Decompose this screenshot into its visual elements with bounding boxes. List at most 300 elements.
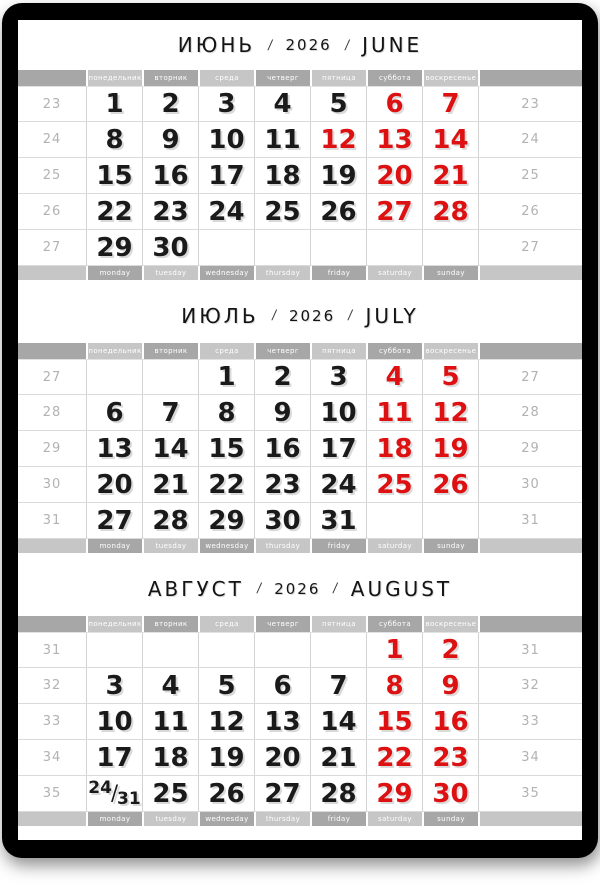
day-number: 16	[264, 433, 301, 464]
day-number: 8	[217, 397, 236, 428]
day-number: 15	[208, 433, 245, 464]
day-number: 7	[441, 89, 460, 119]
week-number-right: 31	[521, 642, 540, 658]
day-number: 2	[273, 362, 292, 392]
day-number: 13	[96, 433, 133, 464]
week-number-right: 34	[521, 750, 540, 765]
weekday-header-en	[18, 266, 582, 280]
day-number: 1	[217, 362, 236, 392]
month-title-july	[18, 280, 582, 343]
day-cell	[310, 704, 366, 739]
day-number: 7	[161, 397, 180, 428]
weekday-label-en: monday	[86, 266, 142, 280]
day-cell	[422, 230, 478, 265]
day-cell	[142, 740, 198, 775]
weekday-label-en: saturday	[366, 266, 422, 280]
day-cell	[422, 360, 478, 394]
day-number: 27	[376, 196, 413, 227]
day-cell	[142, 87, 198, 121]
day-number: 18	[376, 433, 413, 464]
weeknum-header-right	[478, 616, 582, 632]
week-number-right: 24	[521, 132, 540, 147]
week-number-right-cell	[478, 194, 582, 229]
week-row	[18, 86, 582, 122]
day-cell	[366, 467, 422, 502]
day-number: 15	[96, 160, 133, 191]
calendar-body	[18, 20, 582, 840]
day-number: 20	[264, 742, 301, 773]
day-cell	[254, 503, 310, 538]
weeknum-header-left	[18, 616, 86, 632]
day-cell	[254, 633, 310, 667]
calendar-card	[2, 3, 598, 858]
day-cell	[198, 467, 254, 502]
day-cell	[142, 230, 198, 265]
week-number-left: 35	[42, 786, 62, 801]
day-cell	[86, 740, 142, 775]
weekday-label-en: thursday	[254, 539, 310, 553]
day-cell	[198, 431, 254, 466]
week-number-right-cell	[478, 467, 582, 502]
week-number-right-cell	[478, 395, 582, 430]
weekday-label-en: thursday	[254, 266, 310, 280]
week-number-right-cell	[478, 740, 582, 775]
weekday-label-ru: четверг	[254, 343, 310, 359]
day-cell	[254, 740, 310, 775]
day-number: 13	[264, 706, 301, 737]
weekday-label-ru: пятница	[310, 70, 366, 86]
week-number-right-cell	[478, 87, 582, 121]
weekday-label-ru: пятница	[310, 343, 366, 359]
week-number-right-cell	[478, 633, 582, 667]
day-number: 19	[432, 433, 469, 464]
weekday-label-ru: среда	[198, 343, 254, 359]
weekday-label-ru: суббота	[366, 343, 422, 359]
day-cell	[366, 503, 422, 538]
day-cell	[254, 395, 310, 430]
day-cell	[198, 122, 254, 157]
week-row	[18, 467, 582, 503]
day-number: 26	[208, 778, 245, 809]
weekday-label-en: sunday	[422, 266, 478, 280]
month-name-en: AUGUST	[350, 576, 453, 601]
day-cell	[198, 87, 254, 121]
split-day-slash: /	[110, 781, 119, 805]
month-year: 2026	[274, 579, 321, 598]
day-cell	[366, 668, 422, 703]
weekday-label-en: friday	[310, 266, 366, 280]
week-number-right: 32	[521, 678, 540, 693]
week-number-right: 27	[521, 240, 540, 255]
day-number: 4	[273, 89, 292, 119]
week-number-right: 25	[521, 168, 540, 183]
title-slash: /	[267, 37, 274, 53]
week-number-right-cell	[478, 503, 582, 538]
weekday-label-en: sunday	[422, 812, 478, 826]
day-cell	[86, 360, 142, 394]
month-year: 2026	[288, 306, 336, 325]
day-number: 31	[320, 505, 357, 536]
week-number-right: 31	[521, 513, 540, 528]
day-cell	[86, 467, 142, 502]
day-cell	[254, 668, 310, 703]
day-number: 23	[264, 469, 301, 500]
day-number: 17	[208, 160, 245, 191]
week-number-right: 35	[521, 786, 540, 801]
day-cell	[254, 158, 310, 193]
weeknum-header-right	[478, 70, 582, 86]
day-number: 30	[432, 778, 469, 809]
week-number-right: 28	[521, 405, 540, 420]
day-cell	[198, 668, 254, 703]
day-number: 25	[152, 778, 189, 809]
weekday-header-ru	[18, 343, 582, 359]
weeknum-footer-left	[18, 812, 86, 826]
month-block-june	[18, 20, 582, 280]
weekday-label-ru: четверг	[254, 70, 310, 86]
day-cell	[422, 704, 478, 739]
day-cell	[310, 776, 366, 811]
day-number: 18	[152, 742, 189, 773]
day-number: 14	[432, 124, 469, 155]
weekday-label-ru: понедельник	[86, 343, 142, 359]
day-cell	[366, 395, 422, 430]
week-number-right-cell	[478, 668, 582, 703]
day-number: 7	[329, 670, 348, 701]
week-number-left: 27	[42, 240, 62, 255]
day-number: 1	[385, 635, 404, 665]
day-number: 28	[432, 196, 469, 227]
day-cell	[198, 740, 254, 775]
week-row	[18, 704, 582, 740]
day-number: 19	[208, 742, 245, 773]
day-cell	[310, 740, 366, 775]
weekday-label-ru: воскресенье	[422, 616, 478, 632]
weekday-label-ru: среда	[198, 70, 254, 86]
week-row	[18, 194, 582, 230]
day-number: 21	[432, 160, 469, 191]
day-cell	[422, 668, 478, 703]
weeknum-header-left	[18, 70, 86, 86]
week-number-left: 28	[42, 405, 62, 420]
day-cell	[366, 230, 422, 265]
weekday-label-ru: суббота	[366, 616, 422, 632]
weekday-label-en: tuesday	[142, 539, 198, 553]
day-cell	[86, 122, 142, 157]
day-number: 24	[320, 469, 357, 500]
day-number: 13	[376, 124, 413, 155]
day-cell	[86, 776, 142, 811]
day-cell	[198, 704, 254, 739]
weekday-label-ru: воскресенье	[422, 70, 478, 86]
week-number-left: 30	[42, 477, 62, 492]
day-cell	[366, 633, 422, 667]
week-number-right: 26	[521, 204, 540, 219]
day-cell	[142, 503, 198, 538]
month-name-en: JUNE	[362, 33, 423, 57]
day-cell	[86, 158, 142, 193]
day-number: 24	[208, 196, 245, 227]
weekday-label-en: tuesday	[142, 266, 198, 280]
day-cell	[142, 668, 198, 703]
week-number-right-cell	[478, 704, 582, 739]
day-number: 9	[273, 397, 292, 428]
day-number: 29	[208, 505, 245, 536]
day-number: 30	[152, 232, 189, 263]
week-row	[18, 668, 582, 704]
weeknum-header-right	[478, 343, 582, 359]
day-cell	[310, 467, 366, 502]
day-cell	[310, 633, 366, 667]
day-number: 9	[441, 670, 460, 701]
week-row	[18, 431, 582, 467]
week-number-right-cell	[478, 776, 582, 811]
day-number: 14	[152, 433, 189, 464]
day-number: 10	[208, 124, 245, 155]
week-number-left: 29	[42, 441, 62, 456]
weeknum-footer-right	[478, 539, 582, 553]
day-cell	[366, 776, 422, 811]
title-slash: /	[343, 37, 351, 53]
weekday-header-en	[18, 812, 582, 826]
month-block-august	[18, 553, 582, 826]
day-number: 23	[432, 742, 469, 773]
day-cell	[198, 503, 254, 538]
week-row	[18, 359, 582, 395]
week-row	[18, 503, 582, 539]
day-number: 5	[441, 362, 460, 392]
day-cell	[142, 122, 198, 157]
weekday-label-en: saturday	[366, 539, 422, 553]
weekday-label-ru: пятница	[310, 616, 366, 632]
day-cell	[142, 633, 198, 667]
day-cell	[366, 194, 422, 229]
day-cell	[142, 194, 198, 229]
day-number: 2	[161, 89, 180, 119]
day-cell	[310, 503, 366, 538]
week-number-right-cell	[478, 122, 582, 157]
day-cell	[86, 633, 142, 667]
split-day-number	[88, 778, 141, 809]
day-cell	[366, 431, 422, 466]
weekday-label-ru: суббота	[366, 70, 422, 86]
week-number-left: 32	[42, 678, 62, 693]
weekday-label-en: wednesday	[198, 812, 254, 826]
day-number: 12	[320, 124, 357, 155]
day-cell	[310, 431, 366, 466]
day-cell	[86, 87, 142, 121]
day-number: 25	[376, 469, 413, 500]
day-number: 19	[320, 160, 357, 191]
day-cell	[142, 395, 198, 430]
day-cell	[142, 360, 198, 394]
weekday-label-en: wednesday	[198, 539, 254, 553]
month-name-ru: АВГУСТ	[147, 576, 244, 601]
week-number-right: 33	[521, 714, 540, 729]
weekday-label-ru: вторник	[142, 616, 198, 632]
day-number: 22	[96, 196, 133, 227]
week-row	[18, 158, 582, 194]
day-number: 17	[96, 742, 133, 773]
day-cell	[310, 668, 366, 703]
day-number: 1	[105, 89, 124, 119]
day-cell	[254, 194, 310, 229]
weekday-label-en: monday	[86, 812, 142, 826]
weekday-label-en: tuesday	[142, 812, 198, 826]
weekday-label-ru: вторник	[142, 70, 198, 86]
week-row	[18, 122, 582, 158]
day-cell	[198, 230, 254, 265]
day-cell	[86, 431, 142, 466]
title-slash: /	[270, 308, 277, 323]
day-number: 21	[152, 469, 189, 500]
day-cell	[422, 776, 478, 811]
day-cell	[86, 668, 142, 703]
weeknum-header-left	[18, 343, 86, 359]
day-number: 4	[385, 362, 404, 392]
day-number: 11	[264, 124, 301, 155]
day-number: 25	[264, 196, 301, 227]
week-row	[18, 395, 582, 431]
day-cell	[86, 704, 142, 739]
weekday-header-ru	[18, 616, 582, 632]
day-number: 23	[152, 196, 189, 227]
day-cell	[254, 776, 310, 811]
day-cell	[422, 158, 478, 193]
split-day-bottom: 31	[117, 789, 141, 809]
day-cell	[142, 776, 198, 811]
day-cell	[422, 431, 478, 466]
day-number: 28	[152, 505, 189, 536]
day-number: 9	[161, 124, 180, 155]
day-cell	[254, 360, 310, 394]
week-number-right-cell	[478, 230, 582, 265]
day-number: 15	[376, 706, 413, 737]
day-cell	[142, 704, 198, 739]
day-cell	[422, 740, 478, 775]
week-number-left: 24	[42, 132, 62, 147]
day-cell	[366, 740, 422, 775]
week-number-left: 23	[42, 96, 62, 112]
day-cell	[310, 395, 366, 430]
day-number: 27	[264, 778, 301, 809]
day-cell	[198, 395, 254, 430]
title-slash: /	[332, 581, 339, 596]
day-number: 3	[217, 89, 236, 119]
month-year: 2026	[285, 36, 332, 54]
weekday-label-ru: среда	[198, 616, 254, 632]
day-number: 17	[320, 433, 357, 464]
weekday-label-en: saturday	[366, 812, 422, 826]
week-row	[18, 740, 582, 776]
week-number-right: 29	[521, 441, 540, 456]
day-number: 27	[96, 505, 133, 536]
day-number: 5	[217, 670, 236, 701]
week-number-left: 34	[42, 750, 62, 765]
day-number: 20	[376, 160, 413, 191]
day-number: 8	[385, 670, 404, 701]
day-number: 29	[376, 778, 413, 809]
day-cell	[254, 230, 310, 265]
day-cell	[366, 704, 422, 739]
day-cell	[254, 122, 310, 157]
day-cell	[86, 503, 142, 538]
month-title-june	[18, 20, 582, 70]
weeknum-footer-right	[478, 812, 582, 826]
title-slash: /	[255, 581, 263, 596]
day-number: 20	[96, 469, 133, 500]
day-cell	[310, 230, 366, 265]
day-cell	[366, 122, 422, 157]
weeknum-footer-right	[478, 266, 582, 280]
weeknum-footer-left	[18, 539, 86, 553]
day-cell	[142, 467, 198, 502]
week-number-right-cell	[478, 431, 582, 466]
day-cell	[254, 431, 310, 466]
week-number-right: 23	[521, 96, 540, 112]
day-cell	[86, 230, 142, 265]
day-cell	[422, 503, 478, 538]
day-cell	[366, 360, 422, 394]
weekday-label-ru: понедельник	[86, 70, 142, 86]
week-row	[18, 776, 582, 812]
month-name-ru: ИЮЛЬ	[181, 303, 259, 328]
day-cell	[422, 194, 478, 229]
day-number: 30	[264, 505, 301, 536]
week-number-left: 31	[42, 642, 62, 658]
day-cell	[366, 158, 422, 193]
week-number-left: 33	[42, 714, 62, 729]
day-number: 16	[152, 160, 189, 191]
weekday-label-en: thursday	[254, 812, 310, 826]
day-cell	[142, 431, 198, 466]
day-cell	[422, 633, 478, 667]
day-cell	[310, 122, 366, 157]
day-cell	[198, 158, 254, 193]
weekday-label-ru: воскресенье	[422, 343, 478, 359]
day-number: 4	[161, 670, 180, 701]
day-cell	[310, 158, 366, 193]
day-number: 14	[320, 706, 357, 737]
day-number: 21	[320, 742, 357, 773]
day-cell	[86, 194, 142, 229]
day-number: 11	[376, 397, 413, 428]
week-number-left: 26	[42, 204, 62, 219]
day-cell	[422, 87, 478, 121]
day-number: 6	[273, 670, 292, 701]
weekday-header-en	[18, 539, 582, 553]
day-cell	[254, 467, 310, 502]
day-cell	[422, 122, 478, 157]
weekday-label-ru: четверг	[254, 616, 310, 632]
title-slash: /	[347, 308, 354, 323]
week-number-left: 25	[42, 168, 62, 183]
day-cell	[254, 704, 310, 739]
day-number: 2	[441, 635, 460, 665]
month-title-august	[18, 553, 582, 616]
week-number-right: 27	[521, 369, 540, 385]
day-cell	[310, 194, 366, 229]
week-row	[18, 230, 582, 266]
month-name-ru: ИЮНЬ	[177, 33, 256, 57]
day-number: 22	[208, 469, 245, 500]
weekday-label-en: friday	[310, 539, 366, 553]
week-number-left: 27	[42, 369, 62, 385]
week-number-right-cell	[478, 158, 582, 193]
day-cell	[198, 360, 254, 394]
day-cell	[198, 194, 254, 229]
day-number: 10	[96, 706, 133, 737]
